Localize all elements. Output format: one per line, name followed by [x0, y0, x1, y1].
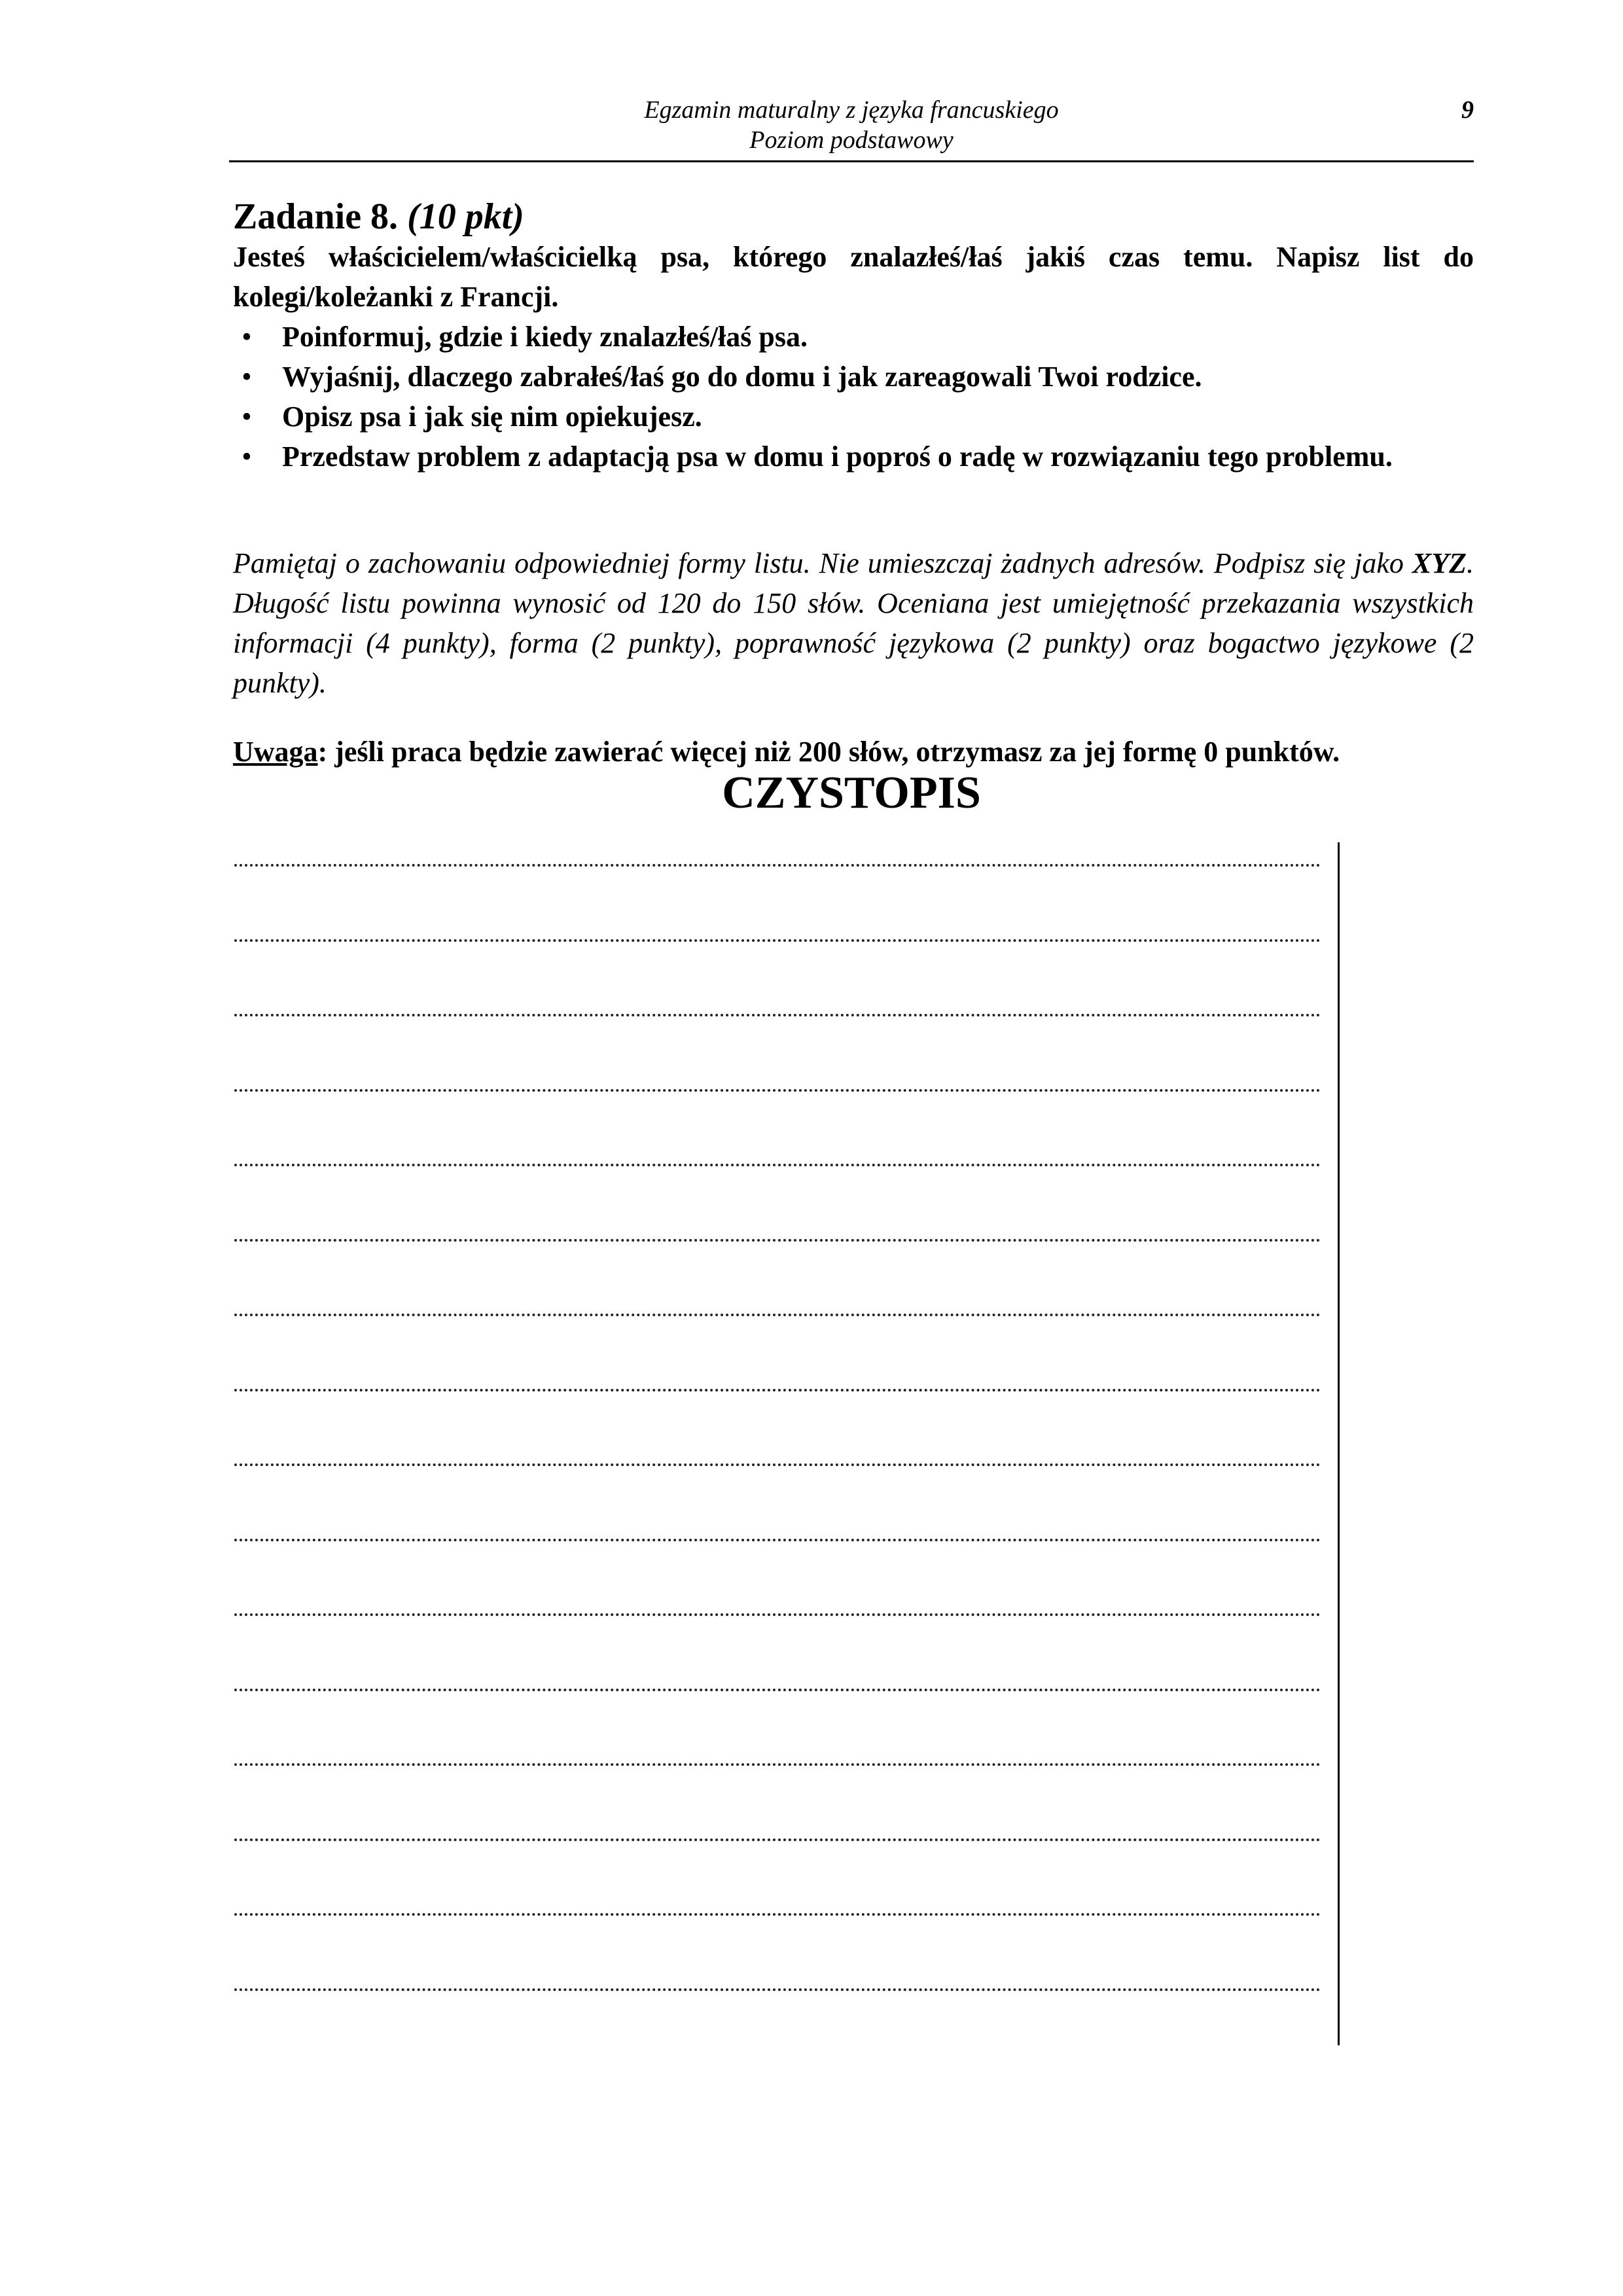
answer-line[interactable]: [234, 1763, 1321, 1766]
exam-title: Egzamin maturalny z języka francuskiego: [644, 96, 1059, 124]
exam-level: Poziom podstawowy: [749, 126, 954, 154]
answer-line[interactable]: [234, 1239, 1321, 1242]
bullet-text: Poinformuj, gdzie i kiedy znalazłeś/łaś psa.: [282, 321, 808, 353]
task-bullet: [233, 357, 1474, 397]
margin-divider: [1338, 842, 1340, 2045]
answer-line[interactable]: [234, 1613, 1321, 1616]
header-divider: [229, 160, 1474, 162]
letter-instructions: [233, 543, 1474, 703]
task-intro: Jesteś właścicielem/właścicielką psa, którego znalazłeś/łaś jakiś czas temu. Napisz list do kolegi/koleżanki z Francji.: [233, 241, 1474, 313]
page-header: [229, 95, 1474, 155]
answer-line[interactable]: [234, 1913, 1321, 1916]
answer-line[interactable]: [234, 1314, 1321, 1316]
task-bullet: [233, 397, 1474, 437]
signature-code: XYZ: [1412, 547, 1467, 579]
answer-line[interactable]: [234, 1988, 1321, 1991]
bullet-icon: •: [241, 321, 252, 353]
bullet-icon: •: [241, 361, 252, 393]
instructions-part2: . Długość listu powinna wynosić od 120 do 150 słów. Oceniana jest umiejętność przekazania wszystkich informacji (4 punkty), forma (2 punkty), poprawność językowa (2 punkty) oraz bogactwo językowe (2 punkty).: [233, 547, 1474, 699]
bullet-text: Opisz psa i jak się nim opiekujesz.: [282, 401, 702, 433]
answer-line[interactable]: [234, 1839, 1321, 1841]
task-points: (10 pkt): [407, 196, 524, 237]
answer-line[interactable]: [234, 1014, 1321, 1016]
task-title: [233, 194, 524, 240]
bullet-text: Przedstaw problem z adaptacją psa w domu i poproś o radę w rozwiązaniu tego problemu.: [282, 440, 1393, 473]
answer-line[interactable]: [234, 1689, 1321, 1691]
note-text: : jeśli praca będzie zawierać więcej niż 200 słów, otrzymasz za jej formę 0 punktów.: [317, 736, 1340, 768]
bullet-icon: •: [241, 401, 252, 433]
note-label: Uwaga: [233, 736, 318, 768]
answer-line[interactable]: [234, 1089, 1321, 1092]
task-bullet: [233, 317, 1474, 357]
task-bullet-list: [233, 317, 1474, 476]
page-number: 9: [1461, 96, 1474, 124]
answer-heading: CZYSTOPIS: [722, 768, 981, 818]
answer-line[interactable]: [234, 864, 1321, 867]
task-label: Zadanie 8.: [233, 196, 399, 237]
bullet-text: Wyjaśnij, dlaczego zabrałeś/łaś go do domu i jak zareagowali Twoi rodzice.: [282, 361, 1202, 393]
answer-line[interactable]: [234, 1539, 1321, 1541]
instructions-part1: Pamiętaj o zachowaniu odpowiedniej formy listu. Nie umieszczaj żadnych adresów. Podpisz się jako: [233, 547, 1412, 579]
answer-line[interactable]: [234, 939, 1321, 942]
answer-line[interactable]: [234, 1463, 1321, 1466]
bullet-icon: •: [241, 440, 252, 473]
answer-line[interactable]: [234, 1389, 1321, 1391]
answer-line[interactable]: [234, 1164, 1321, 1166]
task-bullet: [233, 437, 1474, 476]
